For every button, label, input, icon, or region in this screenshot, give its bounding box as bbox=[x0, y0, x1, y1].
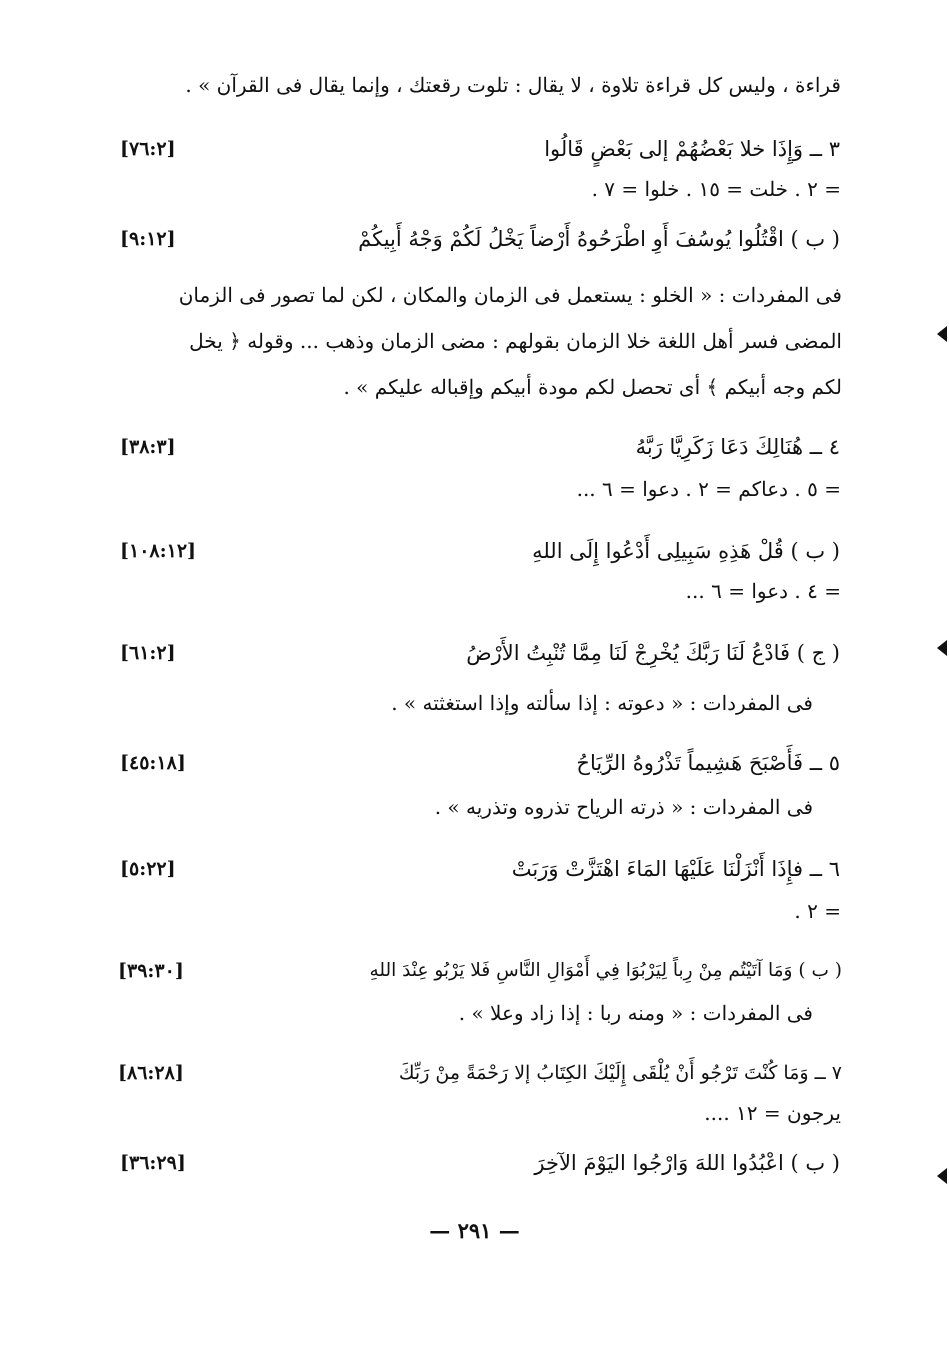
verse-reference: [٧٦:٢] bbox=[120, 138, 176, 160]
paragraph-line: لكم وجه أبيكم ﴾ أى تحصل لكم مودة أبيكم وإقباله عليكم » . bbox=[343, 375, 842, 399]
verse-reference: [٣٩:٣٠] bbox=[118, 960, 184, 982]
verse-line bbox=[118, 958, 842, 984]
verse-text: ٤ ــ هُنَالِكَ دَعَا زَكَرِيَّا رَبَّهُ bbox=[635, 435, 840, 459]
verse-reference: [٩:١٢] bbox=[120, 228, 176, 250]
margin-mark bbox=[937, 326, 947, 342]
page-number: — ٢٩١ — bbox=[429, 1218, 520, 1243]
verse-text: ( ب ) اقْتُلُوا يُوسُفَ أَوِ اطْرَحُوهُ أَرْضاً يَخْلُ لَكُمْ وَجْهُ أَبِيكُمْ bbox=[358, 227, 840, 251]
verse-line bbox=[120, 640, 840, 666]
verse-reference: [٥:٢٢] bbox=[120, 858, 176, 880]
count-line: = ٢ . bbox=[794, 899, 841, 923]
paragraph-line: المضى فسر أهل اللغة خلا الزمان بقولهم : مضى الزمان وذهب ... وقوله ﴿ يخل bbox=[189, 329, 842, 353]
verse-text: ( ب ) قُلْ هَذِهِ سَبِيلِى أَدْعُوا إِلَى اللهِ bbox=[532, 539, 840, 563]
verse-line bbox=[120, 434, 840, 460]
commentary-line: فى المفردات : « دعوته : إذا سألته وإذا استغثته » . bbox=[391, 691, 813, 715]
verse-text: ٥ ــ فَأَصْبَحَ هَشِيماً تَذْرُوهُ الرِّيَاحُ bbox=[576, 751, 840, 775]
margin-mark bbox=[937, 640, 947, 656]
commentary-paragraph bbox=[118, 272, 842, 410]
verse-line bbox=[120, 136, 840, 162]
verse-line bbox=[120, 538, 840, 564]
count-line: = ٢ . خلت = ١٥ . خلوا = ٧ . bbox=[591, 177, 841, 201]
verse-line bbox=[120, 750, 840, 776]
paragraph-line: فى المفردات : « الخلو : يستعمل فى الزمان والمكان ، لكن لما تصور فى الزمان bbox=[178, 283, 842, 307]
verse-text: ٣ ــ وَإِذَا خلا بَعْضُهُمْ إلى بَعْضٍ قَالُوا bbox=[544, 137, 840, 161]
verse-text: ( ب ) وَمَا آتَيْتُم مِنْ رِباً لِيَرْبُوَا فِي أَمْوَالِ النَّاسِ فَلا يَرْبُو عِنْدَ اللهِ bbox=[369, 960, 842, 981]
count-line: = ٥ . دعاكم = ٢ . دعوا = ٦ ... bbox=[576, 477, 841, 501]
margin-mark bbox=[937, 1168, 947, 1184]
verse-reference: [٣٦:٢٩] bbox=[120, 1152, 186, 1174]
verse-text: ( ج ) فَادْعُ لَنَا رَبَّكَ يُخْرِجْ لَنَا مِمَّا تُنْبِتُ الأَرْضُ bbox=[466, 641, 840, 665]
verse-line bbox=[120, 226, 840, 252]
verse-reference: [٨٦:٢٨] bbox=[118, 1062, 184, 1084]
text-line: قراءة ، وليس كل قراءة تلاوة ، لا يقال : تلوت رقعتك ، وإنما يقال فى القرآن » . bbox=[185, 73, 841, 97]
count-line: يرجون = ١٢ .... bbox=[704, 1101, 841, 1125]
verse-line bbox=[120, 856, 840, 882]
verse-text: ( ب ) اعْبُدُوا اللهَ وَارْجُوا اليَوْمَ الآخِرَ bbox=[534, 1151, 840, 1175]
count-line: = ٤ . دعوا = ٦ ... bbox=[685, 579, 841, 603]
verse-text: ٧ ــ وَمَا كُنْتَ تَرْجُو أَنْ يُلْقَى إِلَيْكَ الكِتَابُ إلا رَحْمَةً مِنْ رَبِّكَ bbox=[398, 1062, 842, 1084]
verse-text: ٦ ــ فإِذَا أَنْزَلْنَا عَلَيْهَا المَاءَ اهْتَزَّتْ وَرَبَتْ bbox=[511, 857, 840, 881]
commentary-line: فى المفردات : « ذرته الرياح تذروه وتذريه » . bbox=[434, 795, 813, 819]
verse-reference: [١٠٨:١٢] bbox=[120, 540, 197, 562]
verse-line bbox=[118, 1060, 842, 1086]
verse-line bbox=[120, 1150, 840, 1176]
verse-reference: [٣٨:٣] bbox=[120, 436, 176, 458]
verse-reference: [٦١:٢] bbox=[120, 642, 176, 664]
commentary-line: فى المفردات : « ومنه ربا : إذا زاد وعلا » . bbox=[458, 1001, 813, 1025]
verse-reference: [٤٥:١٨] bbox=[120, 752, 186, 774]
